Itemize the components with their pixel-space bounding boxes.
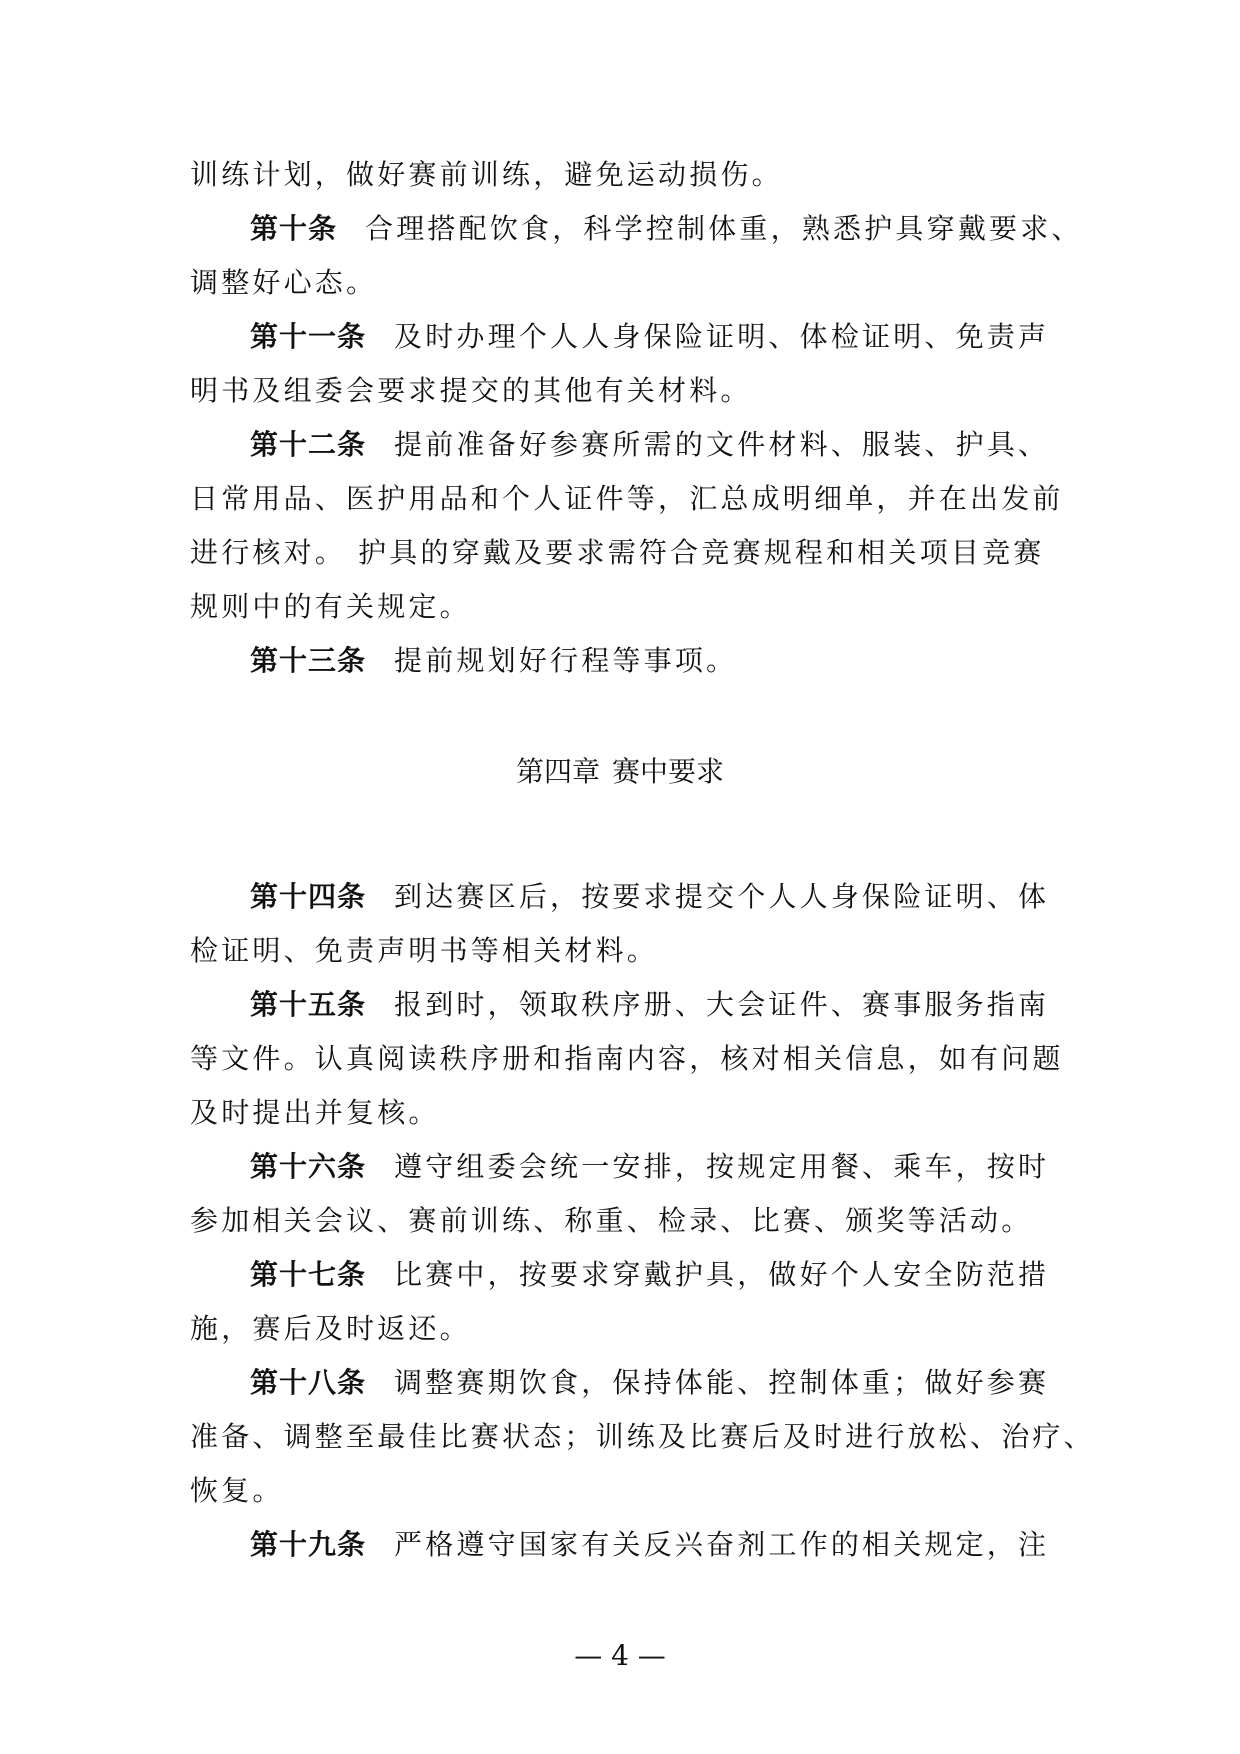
article-label: 第十二条 [250, 428, 367, 461]
article-text: 合理搭配饮食，科学控制体重，熟悉护具穿戴要求、 [365, 212, 1083, 245]
article-label: 第十五条 [250, 988, 367, 1021]
article-text: 提前准备好参赛所需的文件材料、服装、护具、 [394, 428, 1050, 461]
article-18-line: 准备、调整至最佳比赛状态；训练及比赛后及时进行放松、治疗、 [190, 1420, 1095, 1453]
article-label: 第十条 [250, 212, 338, 245]
article-text: 严格遵守国家有关反兴奋剂工作的相关规定，注 [394, 1528, 1050, 1561]
article-12 [250, 425, 1050, 465]
article-11-line: 明书及组委会要求提交的其他有关材料。 [190, 374, 752, 407]
article-label: 第十九条 [250, 1528, 367, 1561]
page-number: — 4 — [574, 1639, 666, 1672]
article-text: 比赛中，按要求穿戴护具，做好个人安全防范措 [394, 1258, 1050, 1291]
article-18 [250, 1363, 1050, 1403]
article-text: 到达赛区后，按要求提交个人人身保险证明、体 [394, 880, 1050, 913]
article-text: 遵守组委会统一安排，按规定用餐、乘车，按时 [394, 1150, 1050, 1183]
article-15-line: 及时提出并复核。 [190, 1096, 440, 1129]
article-14 [250, 877, 1050, 917]
article-12-line: 日常用品、医护用品和个人证件等，汇总成明细单，并在出发前 [190, 482, 1064, 515]
article-12-line: 进行核对。 护具的穿戴及要求需符合竞赛规程和相关项目竞赛 [190, 536, 1045, 569]
article-text: 及时办理个人人身保险证明、体检证明、免责声 [394, 320, 1050, 353]
article-16-line: 参加相关会议、赛前训练、称重、检录、比赛、颁奖等活动。 [190, 1204, 1033, 1237]
article-text: 报到时，领取秩序册、大会证件、赛事服务指南 [394, 988, 1050, 1021]
article-16 [250, 1147, 1050, 1187]
article-label: 第十一条 [250, 320, 367, 353]
article-label: 第十四条 [250, 880, 367, 913]
article-14-line: 检证明、免责声明书等相关材料。 [190, 934, 659, 967]
article-text: 提前规划好行程等事项。 [394, 644, 738, 677]
article-12-line: 规则中的有关规定。 [190, 590, 471, 623]
article-label: 第十六条 [250, 1150, 367, 1183]
chapter-heading [0, 752, 1240, 792]
article-label: 第十三条 [250, 644, 367, 677]
article-17-line: 施，赛后及时返还。 [190, 1312, 471, 1345]
article-13 [250, 641, 1050, 681]
article-text: 调整赛期饮食，保持体能、控制体重；做好参赛 [394, 1366, 1050, 1399]
continued-paragraph: 训练计划，做好赛前训练，避免运动损伤。 [190, 158, 783, 191]
article-17 [250, 1255, 1050, 1295]
chapter-title: 赛中要求 [612, 755, 725, 788]
article-10 [250, 209, 1083, 249]
article-19 [250, 1525, 1050, 1565]
chapter-number: 第四章 [515, 755, 600, 788]
article-15-line: 等文件。认真阅读秩序册和指南内容，核对相关信息，如有问题 [190, 1042, 1064, 1075]
article-15 [250, 985, 1050, 1025]
article-11 [250, 317, 1050, 357]
article-label: 第十七条 [250, 1258, 367, 1291]
article-18-line: 恢复。 [190, 1474, 284, 1507]
article-10-line: 调整好心态。 [190, 266, 378, 299]
article-label: 第十八条 [250, 1366, 367, 1399]
